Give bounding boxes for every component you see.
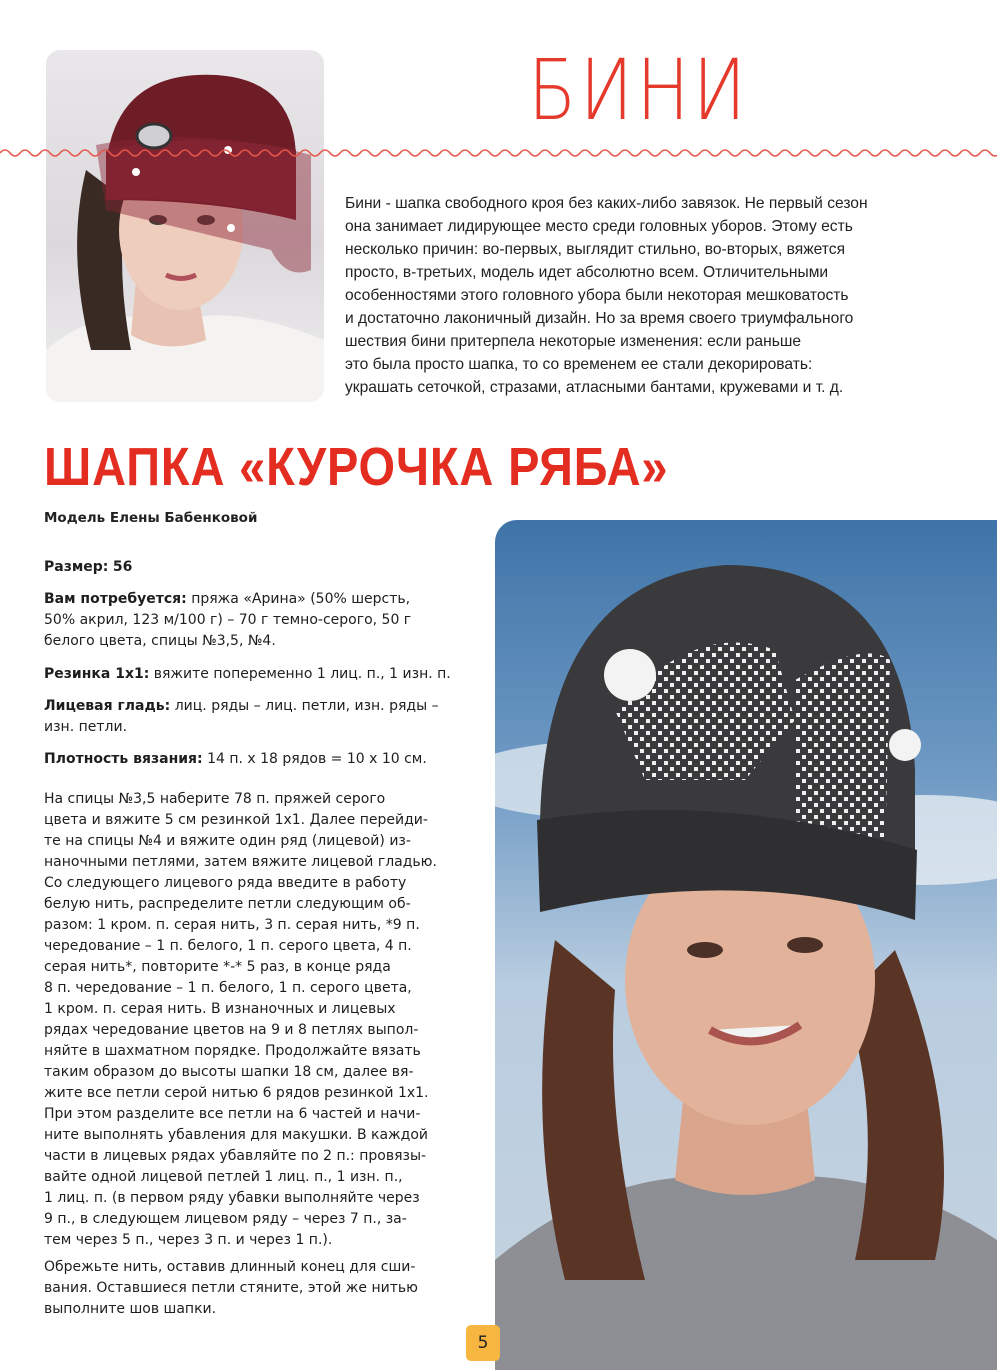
gauge-label: Плотность вязания:	[44, 751, 203, 767]
intro-line: она занимает лидирующее место среди головных уборов. Этому есть	[345, 218, 853, 235]
instructions-line: чередование – 1 п. белого, 1 п. серого цвета, 4 п.	[44, 938, 412, 954]
beanie-model-illustration	[46, 50, 324, 402]
instructions-line: 1 лиц. п. (в первом ряду убавки выполняйте через	[44, 1190, 420, 1206]
materials-text: пряжа «Арина» (50% шерсть,	[186, 591, 411, 607]
finishing-line: Обрежьте нить, оставив длинный конец для сши-	[44, 1259, 416, 1275]
instructions-line: няйте в шахматном порядке. Продолжайте вязать	[44, 1043, 421, 1059]
instructions-line: рядах чередование цветов на 9 и 8 петлях выпол-	[44, 1022, 419, 1038]
instructions-line: ните выполнять убавления для макушки. В каждой	[44, 1127, 429, 1143]
instructions-line: части в лицевых рядах убавляйте по 2 п.: провязы-	[44, 1148, 427, 1164]
stockinette-text: лиц. ряды – лиц. петли, изн. ряды –	[170, 698, 439, 714]
wavy-divider	[0, 145, 997, 161]
instructions-line: 1 кром. п. серая нить. В изнаночных и лицевых	[44, 1001, 396, 1017]
intro-line: несколько причин: во-первых, выглядит стильно, во-вторых, вяжется	[345, 241, 846, 258]
instructions-line: цвета и вяжите 5 см резинкой 1х1. Далее перейди-	[44, 812, 428, 828]
knitted-hat-model-illustration	[495, 520, 997, 1370]
photo-burgundy-beanie	[46, 50, 324, 402]
intro-line: особенностями этого головного убора были некоторая мешковатость	[345, 287, 849, 304]
instructions-paragraph	[44, 789, 474, 1251]
instructions-line: таким образом до высоты шапки 18 см, далее вя-	[44, 1064, 414, 1080]
instructions-line: вайте одной лицевой петлей 1 лиц. п., 1 изн. п.,	[44, 1169, 403, 1185]
materials-text: 50% акрил, 123 м/100 г) – 70 г темно-серого, 50 г	[44, 612, 412, 628]
intro-line: шествия бини притерпела некоторые изменения: если раньше	[345, 333, 802, 350]
instructions-line: 8 п. чередование – 1 п. белого, 1 п. серого цвета,	[44, 980, 412, 996]
size-value: 56	[112, 559, 133, 575]
gauge-text: 14 п. х 18 рядов = 10 х 10 см.	[202, 751, 427, 767]
finishing-paragraph	[44, 1257, 474, 1320]
instructions-line: тем через 5 п., через 3 п. и через 1 п.).	[44, 1232, 333, 1248]
instructions-line: жите все петли серой нитью 6 рядов резинкой 1х1.	[44, 1085, 429, 1101]
article-title: ШАПКА «КУРОЧКА РЯБА»	[44, 437, 669, 497]
size-spec	[44, 557, 474, 578]
stockinette-text: изн. петли.	[44, 719, 128, 735]
section-title: БИНИ	[528, 41, 750, 139]
intro-line: и достаточно лаконичный дизайн. Но за время своего триумфального	[345, 310, 854, 327]
finishing-line: вания. Оставшиеся петли стяните, этой же нитью	[44, 1280, 418, 1296]
photo-knitted-hat	[495, 520, 997, 1370]
materials-spec	[44, 589, 474, 652]
gauge-spec	[44, 749, 474, 770]
intro-line: это была просто шапка, то со временем ее стали декорировать:	[345, 356, 813, 373]
stockinette-spec	[44, 696, 474, 738]
instructions-line: белую нить, распределите петли следующим об-	[44, 896, 411, 912]
instructions-line: 9 п., в следующем лицевом ряду – через 7 п., за-	[44, 1211, 407, 1227]
instructions-line: При этом разделите все петли на 6 частей и начи-	[44, 1106, 421, 1122]
size-label: Размер:	[44, 559, 109, 575]
intro-line: просто, в-третьих, модель идет абсолютно всем. Отличительными	[345, 264, 829, 281]
rib-text: вяжите попеременно 1 лиц. п., 1 изн. п.	[149, 666, 451, 682]
intro-line: украшать сеточкой, стразами, атласными бантами, кружевами и т. д.	[345, 379, 844, 396]
intro-paragraph	[345, 192, 925, 399]
instructions-line: серая нить*, повторите *-* 5 раз, в конце ряда	[44, 959, 391, 975]
intro-line: Бини - шапка свободного кроя без каких-либо завязок. Не первый сезон	[345, 195, 868, 212]
rib-spec	[44, 664, 474, 685]
finishing-line: выполните шов шапки.	[44, 1301, 217, 1317]
page-number: 5	[466, 1325, 500, 1361]
rib-label: Резинка 1х1:	[44, 666, 150, 682]
instructions-line: те на спицы №4 и вяжите один ряд (лицевой) из-	[44, 833, 411, 849]
materials-text: белого цвета, спицы №3,5, №4.	[44, 633, 276, 649]
materials-label: Вам потребуется:	[44, 591, 187, 607]
instructions-line: наночными петлями, затем вяжите лицевой гладью.	[44, 854, 437, 870]
instructions-line: Со следующего лицевого ряда введите в работу	[44, 875, 407, 891]
stockinette-label: Лицевая гладь:	[44, 698, 171, 714]
instructions-line: разом: 1 кром. п. серая нить, 3 п. серая нить, *9 п.	[44, 917, 420, 933]
instructions-line: На спицы №3,5 наберите 78 п. пряжей серого	[44, 791, 386, 807]
article-author: Модель Елены Бабенковой	[44, 510, 258, 526]
